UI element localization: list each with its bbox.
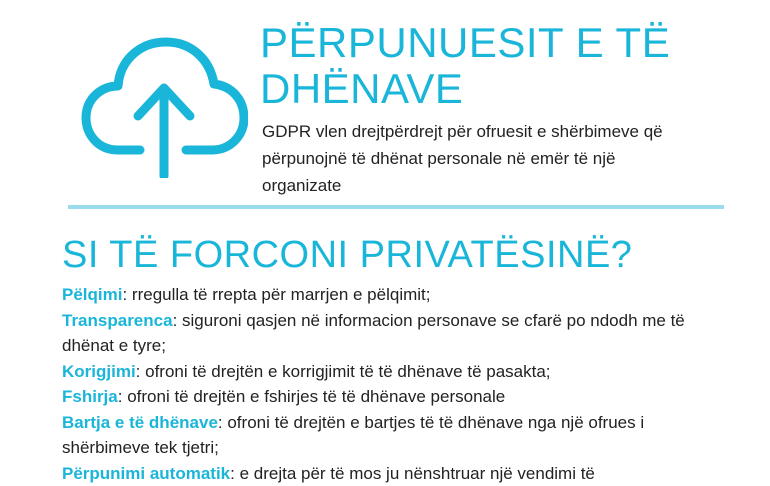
item-term: Përpunimi automatik [62, 464, 230, 483]
item-term: Korigjimi [62, 362, 136, 381]
list-item [62, 359, 712, 385]
item-text: : e drejta për të mos ju nënshtruar një vendimi të [230, 464, 595, 483]
list-item [62, 461, 712, 486]
item-term: Fshirja [62, 387, 118, 406]
list-item [62, 308, 712, 359]
list-item [62, 410, 712, 461]
section-divider [68, 205, 724, 209]
header-description: GDPR vlen drejtpërdrejt për ofruesit e shërbimeve që përpunojnë të dhënat personale në emër të një organizate [262, 118, 682, 199]
item-term: Transparenca [62, 311, 173, 330]
privacy-list [62, 282, 712, 486]
item-text: : ofroni të drejtën e bartjes të të dhënave nga një ofrues i shërbimeve tek tjetri; [62, 413, 644, 458]
page-title [260, 20, 740, 112]
title-line-2: DHËNAVE [260, 66, 740, 112]
item-text: : ofroni të drejtën e fshirjes të të dhënave personale [118, 387, 505, 406]
section-title: SI TË FORCONI PRIVATËSINË? [62, 233, 762, 277]
item-term: Bartja e të dhënave [62, 413, 218, 432]
cloud-upload-icon [78, 28, 248, 178]
list-item [62, 384, 712, 410]
item-text: : siguroni qasjen në informacion personave se cfarë po ndodh me të dhënat e tyre; [62, 311, 685, 356]
item-term: Pëlqimi [62, 285, 122, 304]
list-item [62, 282, 712, 308]
title-line-1: PËRPUNUESIT E TË [260, 20, 740, 66]
item-text: : ofroni të drejtën e korrigjimit të të dhënave të pasakta; [136, 362, 551, 381]
item-text: : rregulla të rrepta për marrjen e pëlqimit; [122, 285, 430, 304]
